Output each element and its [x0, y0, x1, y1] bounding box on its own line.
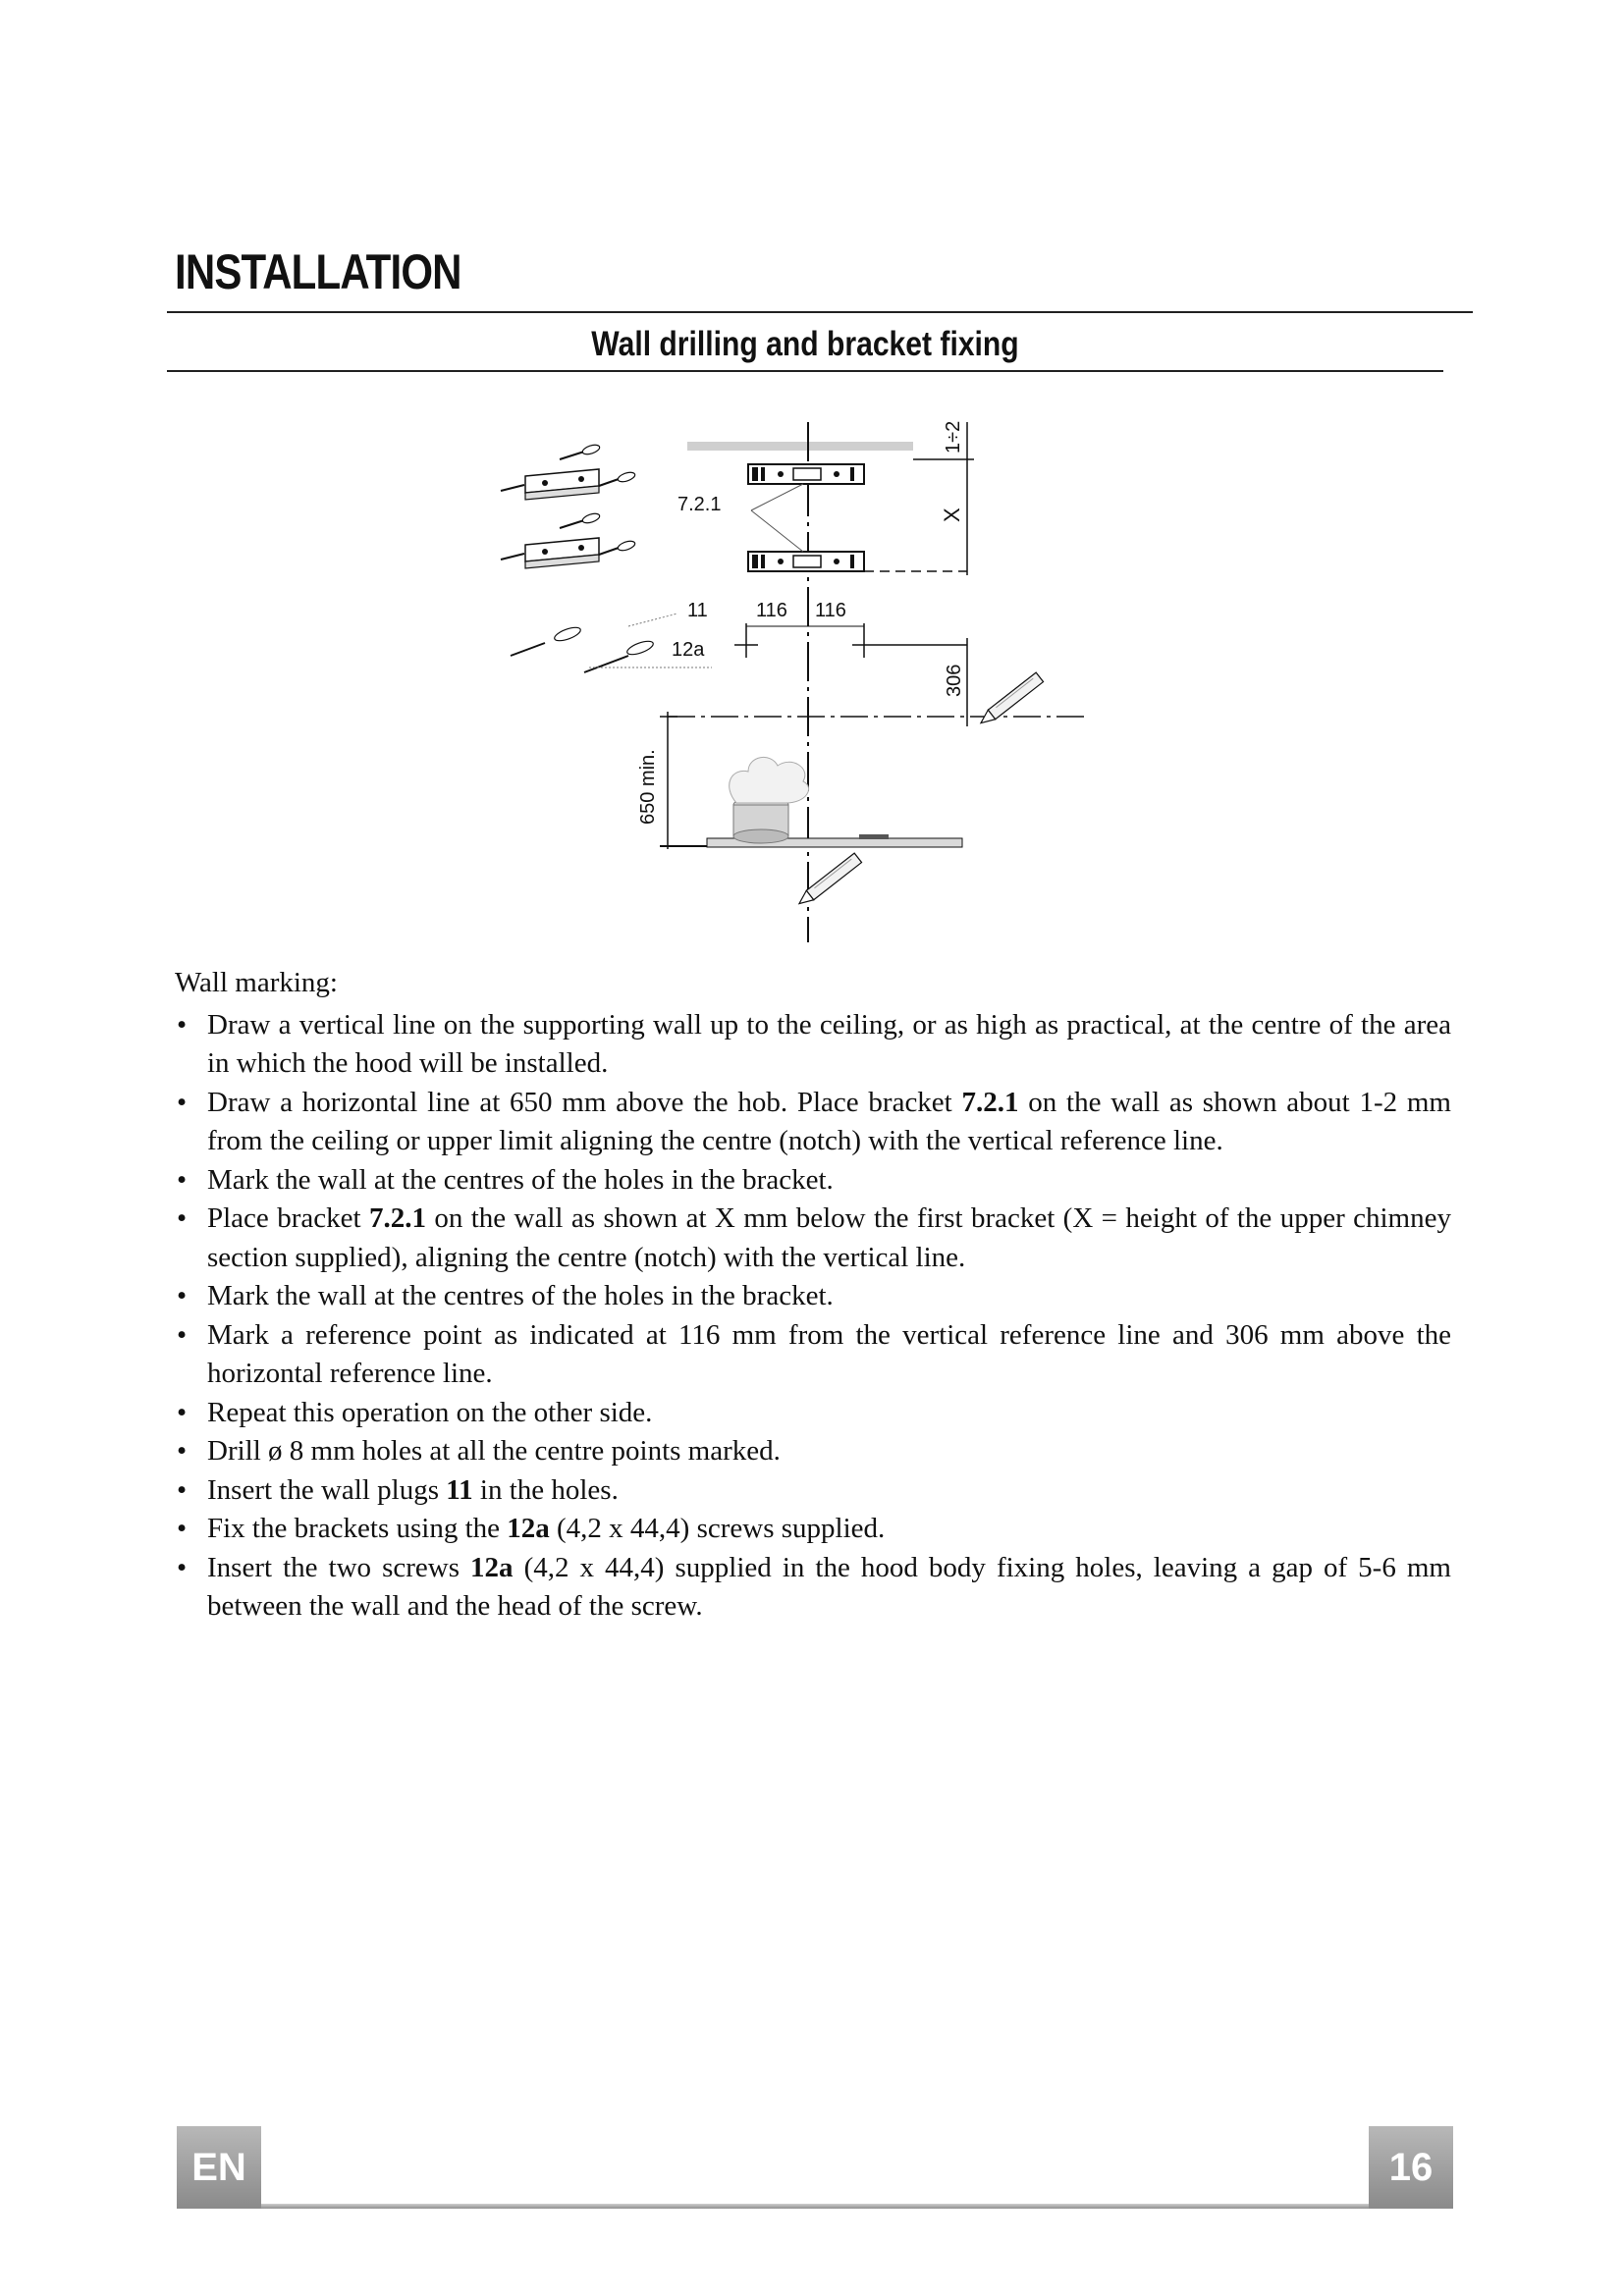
label-ceiling-gap: 1÷2 [943, 420, 964, 454]
list-item: • Fix the brackets using the 12a (4,2 x 44,4) screws supplied. [175, 1510, 1451, 1549]
footer-line [177, 2204, 1453, 2209]
label-650-min: 650 min. [637, 749, 659, 825]
list-item: • Insert the two screws 12a (4,2 x 44,4) supplied in the hood body fixing holes, leaving a gap of 5-6 mm between the wall and the head of the screw. [175, 1549, 1451, 1627]
pencil-icon-lower [795, 853, 861, 908]
label-wall-plugs-11: 11 [687, 600, 708, 621]
list-item: • Draw a vertical line on the supporting wall up to the ceiling, or as high as practical, at the centre of the area in which the hood will be installed. [175, 1006, 1451, 1084]
page-footer [177, 2126, 1453, 2209]
label-screws-12a: 12a [672, 639, 705, 661]
label-306: 306 [944, 664, 965, 697]
list-item: • Repeat this operation on the other side. [175, 1394, 1451, 1433]
bracket-exploded-lower [501, 511, 636, 568]
bracket-front-lower [748, 552, 864, 571]
list-item: • Mark the wall at the centres of the holes in the bracket. [175, 1277, 1451, 1316]
instruction-list [175, 1006, 1451, 1627]
list-item: • Mark a reference point as indicated at 116 mm from the vertical reference line and 306 mm above the horizontal reference line. [175, 1316, 1451, 1394]
bracket-exploded-upper [501, 443, 636, 500]
title-divider [167, 311, 1473, 313]
subtitle-divider [167, 370, 1443, 372]
list-item: • Place bracket 7.2.1 on the wall as shown at X mm below the first bracket (X = height of the upper chimney section supplied), aligning the centre (notch) with the vertical line. [175, 1200, 1451, 1277]
list-item: • Drill ø 8 mm holes at all the centre points marked. [175, 1432, 1451, 1471]
label-bracket-7-2-1: 7.2.1 [677, 494, 722, 515]
list-item: • Insert the wall plugs 11 in the holes. [175, 1471, 1451, 1511]
ceiling-band [687, 442, 913, 451]
label-offset-left: 116 [756, 600, 787, 621]
label-x-distance: X [940, 507, 964, 522]
pencil-icon-upper [977, 672, 1043, 727]
section-subtitle: Wall drilling and bracket fixing [591, 325, 1019, 363]
intro-text: Wall marking: [175, 967, 338, 998]
installation-diagram [491, 402, 1129, 952]
label-offset-right: 116 [815, 600, 846, 621]
list-item: • Mark the wall at the centres of the holes in the bracket. [175, 1161, 1451, 1201]
instructions [175, 964, 1451, 1627]
page-title: INSTALLATION [175, 244, 461, 299]
hob-with-pot [707, 757, 962, 847]
bracket-front-upper [748, 464, 864, 484]
page-number: 16 [1369, 2126, 1453, 2209]
list-item: • Draw a horizontal line at 650 mm above the hob. Place bracket 7.2.1 on the wall as shown about 1-2 mm from the ceiling or upper limit aligning the centre (notch) with the vertical reference line. [175, 1084, 1451, 1161]
language-badge: EN [177, 2126, 261, 2209]
